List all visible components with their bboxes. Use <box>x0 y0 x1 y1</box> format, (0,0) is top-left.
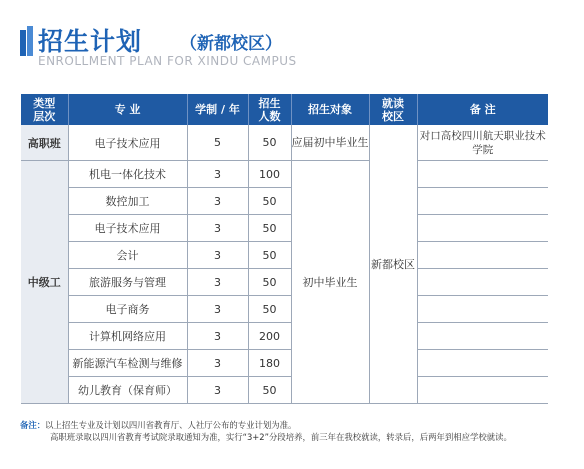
count-cell: 200 <box>248 323 291 350</box>
remark-cell <box>417 188 548 215</box>
category-gaozhi: 高职班 <box>21 125 68 161</box>
duration-cell: 3 <box>187 323 248 350</box>
remark-cell <box>417 377 548 404</box>
duration-cell: 3 <box>187 377 248 404</box>
campus-cell: 新都校区 <box>369 125 417 404</box>
count-cell: 50 <box>248 296 291 323</box>
major-cell: 机电一体化技术 <box>68 161 187 188</box>
table-row <box>21 242 548 269</box>
remark-cell <box>417 296 548 323</box>
target-zhongji: 初中毕业生 <box>291 161 369 404</box>
duration-cell: 3 <box>187 188 248 215</box>
page-title: 招生计划 <box>38 27 143 56</box>
header-major: 专 业 <box>68 94 187 125</box>
page-header <box>18 20 578 76</box>
duration-cell: 3 <box>187 296 248 323</box>
major-cell: 会计 <box>68 242 187 269</box>
major-cell: 旅游服务与管理 <box>68 269 187 296</box>
count-cell: 180 <box>248 350 291 377</box>
count-cell: 100 <box>248 161 291 188</box>
count-cell: 50 <box>248 242 291 269</box>
table-row <box>21 161 548 188</box>
page-subtitle: （新都校区） <box>180 34 282 54</box>
duration-cell: 3 <box>187 242 248 269</box>
major-cell: 新能源汽车检测与维修 <box>68 350 187 377</box>
duration-cell: 3 <box>187 215 248 242</box>
remark-cell <box>417 242 548 269</box>
header-target: 招生对象 <box>291 94 369 125</box>
duration-cell: 3 <box>187 269 248 296</box>
major-cell: 计算机网络应用 <box>68 323 187 350</box>
header-duration: 学制 / 年 <box>187 94 248 125</box>
footnote <box>20 419 580 443</box>
remark-cell <box>417 161 548 188</box>
table-row <box>21 125 548 161</box>
remark-cell <box>417 323 548 350</box>
major-cell: 幼儿教育（保育师） <box>68 377 187 404</box>
table-row <box>21 296 548 323</box>
table-row <box>21 188 548 215</box>
footnote-line-2: 高职班录取以四川省教育考试院录取通知为准，实行“3+2”分段培养，前三年在我校就读，转录后，后两年到相应学校就读。 <box>50 432 512 442</box>
header-campus: 就读 校区 <box>369 94 417 125</box>
remark-cell <box>417 350 548 377</box>
category-zhongji: 中级工 <box>21 161 68 404</box>
table-header-row <box>21 94 548 125</box>
table-row <box>21 323 548 350</box>
header-remark: 备 注 <box>417 94 548 125</box>
count-cell: 50 <box>248 269 291 296</box>
brand-bar-icon <box>18 26 38 58</box>
footnote-line-1: 备注：以上招生专业及计划以四川省教育厅、人社厅公布的专业计划为准。 <box>20 420 297 430</box>
remark-cell <box>417 269 548 296</box>
count-cell: 50 <box>248 377 291 404</box>
enrollment-plan-table <box>21 94 548 404</box>
major-cell: 电子技术应用 <box>68 125 187 161</box>
table-row <box>21 215 548 242</box>
count-cell: 50 <box>248 215 291 242</box>
duration-cell: 5 <box>187 125 248 161</box>
major-cell: 数控加工 <box>68 188 187 215</box>
table-row <box>21 269 548 296</box>
duration-cell: 3 <box>187 161 248 188</box>
page-title-english: ENROLLMENT PLAN FOR XINDU CAMPUS <box>38 54 297 68</box>
count-cell: 50 <box>248 188 291 215</box>
major-cell: 电子技术应用 <box>68 215 187 242</box>
remark-cell <box>417 215 548 242</box>
target-gaozhi: 应届初中毕业生 <box>291 125 369 161</box>
remark-gaozhi: 对口高校四川航天职业技术学院 <box>417 125 548 161</box>
major-cell: 电子商务 <box>68 296 187 323</box>
header-enrollment-count: 招生 人数 <box>248 94 291 125</box>
table-row <box>21 377 548 404</box>
header-type-level: 类型 层次 <box>21 94 68 125</box>
duration-cell: 3 <box>187 350 248 377</box>
table-row <box>21 350 548 377</box>
footnote-label: 备注： <box>20 420 46 430</box>
count-cell: 50 <box>248 125 291 161</box>
